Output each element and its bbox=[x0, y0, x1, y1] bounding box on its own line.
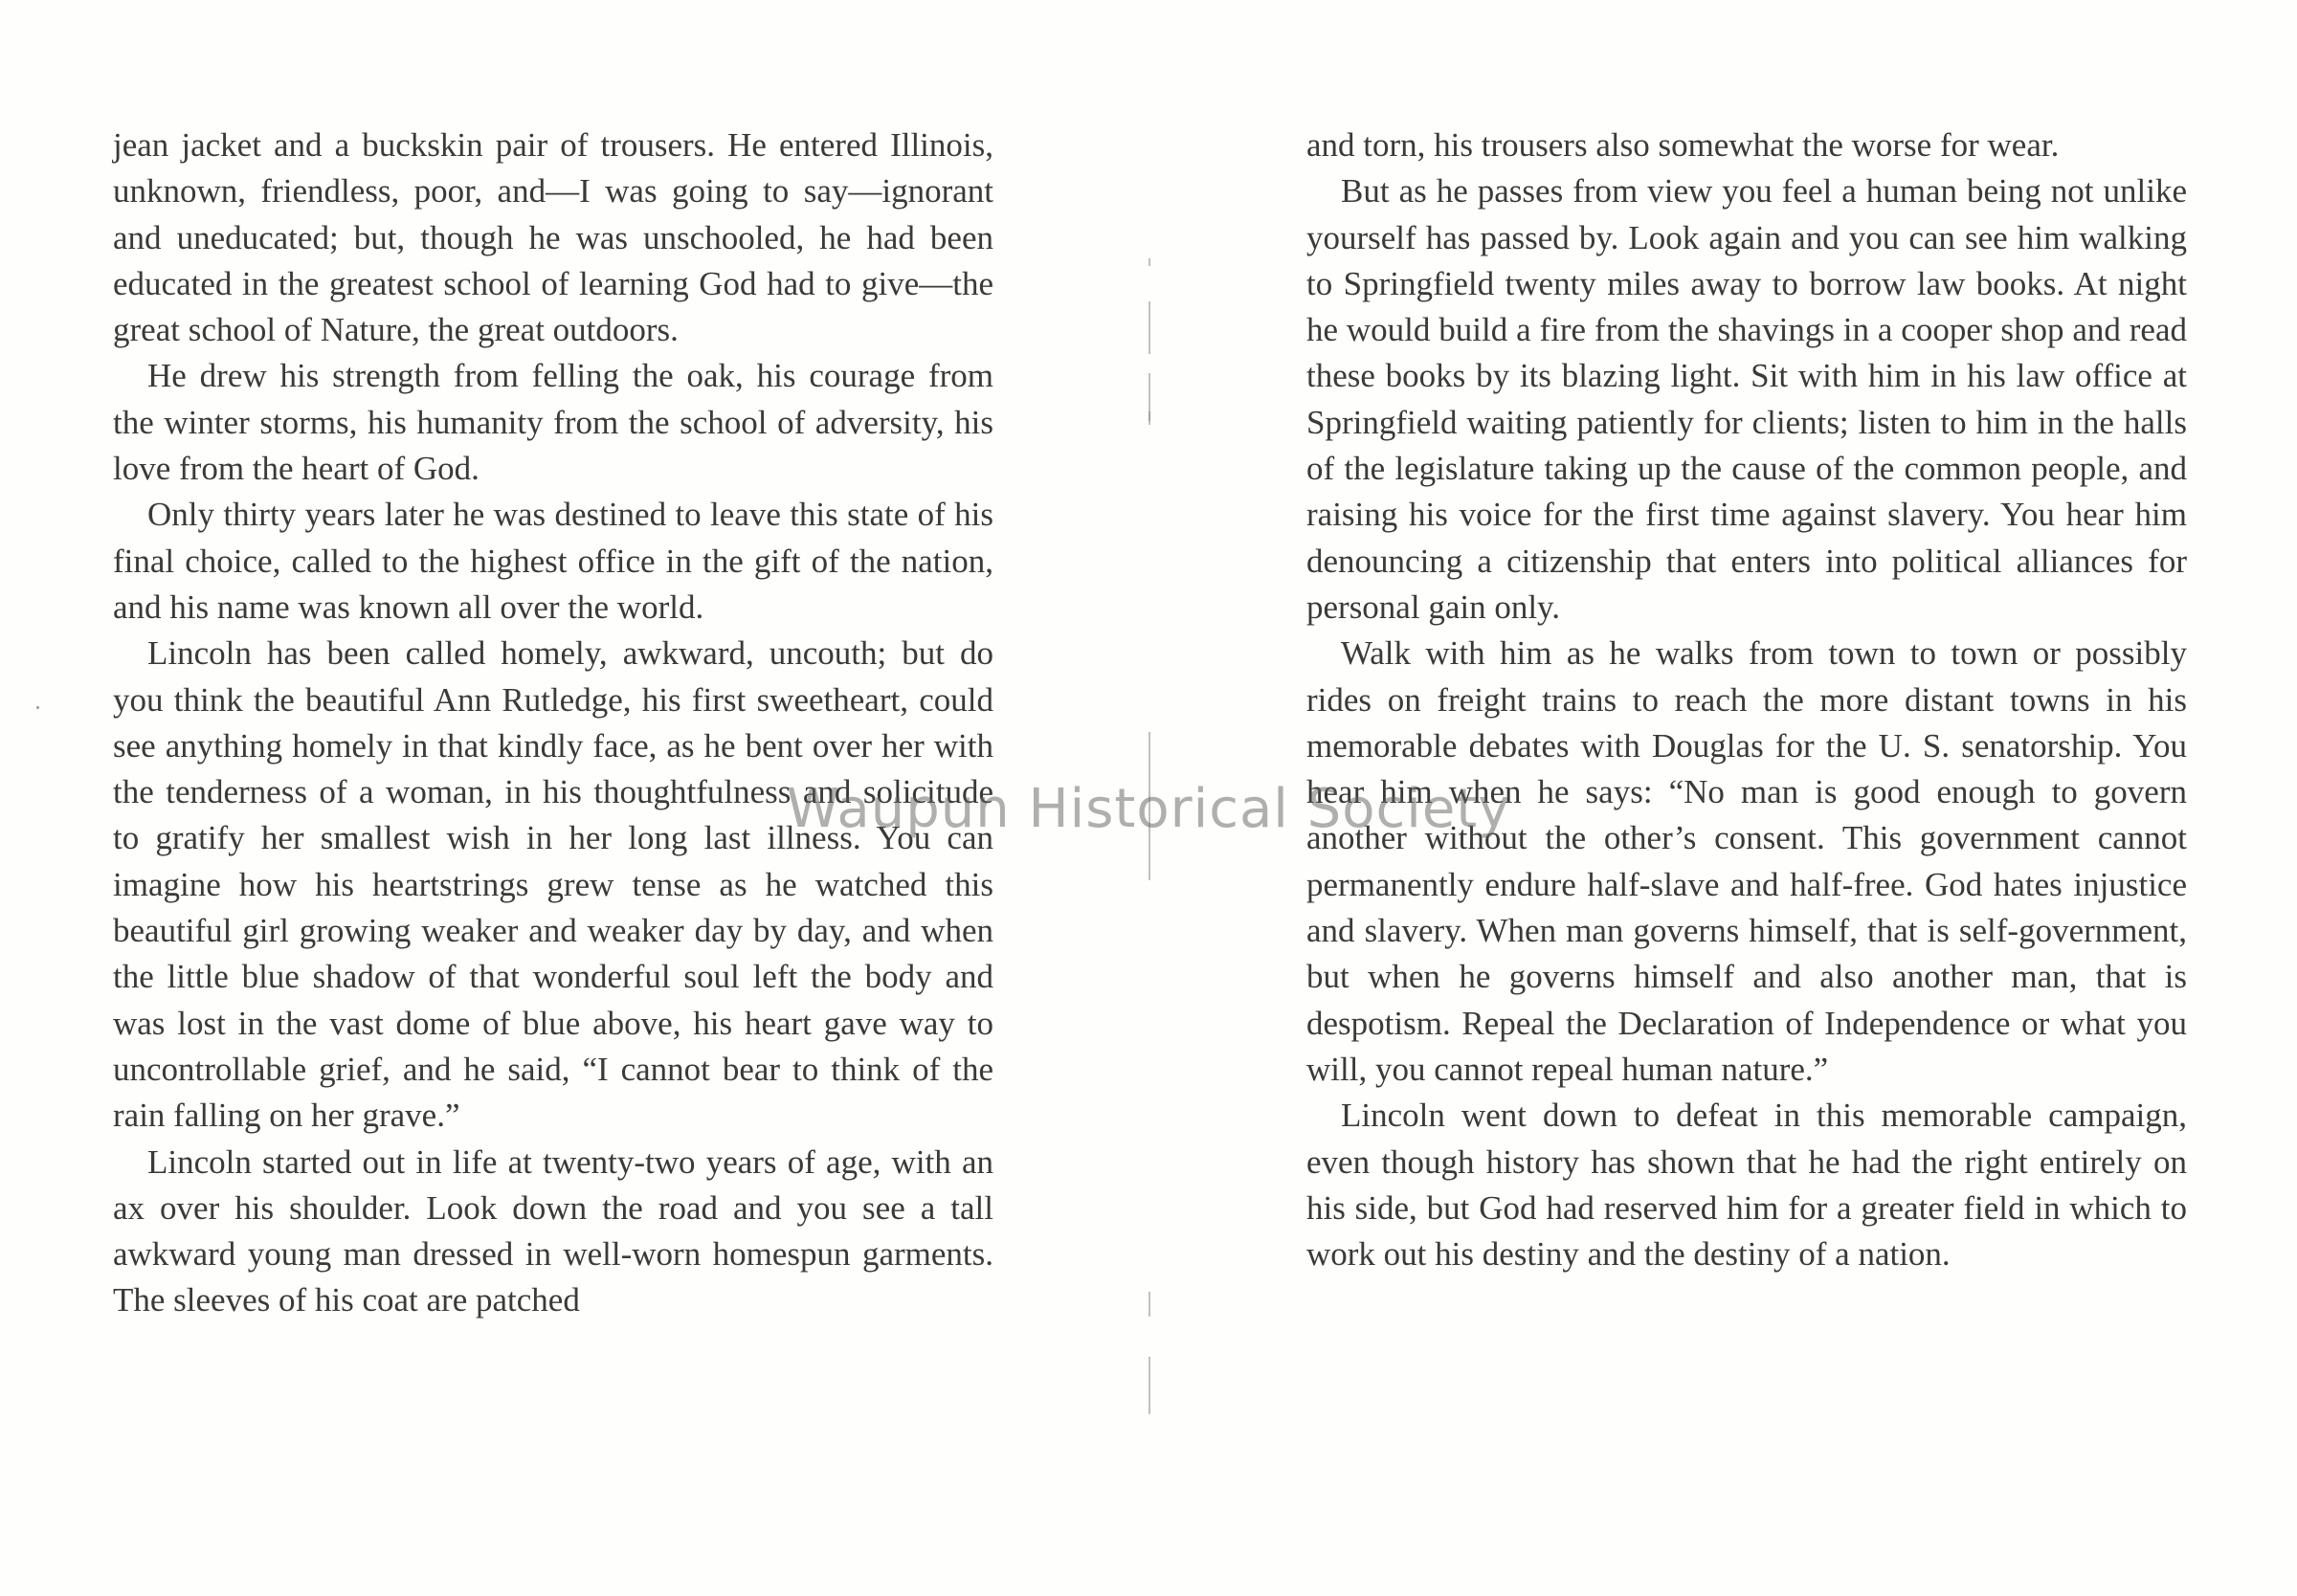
right-paragraph-1: and torn, his trousers also somewhat the worse for wear. bbox=[1306, 126, 2060, 164]
right-paragraph-2: But as he passes from view you feel a human being not unlike yourself has passed by. Look again and you can see him walking to Springfield twenty miles away to borrow law books. At night he would build a fire from the shavings in a cooper shop and read these books by its blazing light. Sit with him in his law office at Springfield waiting patiently for clients; listen to him in the halls of the legislature taking up the cause of the common people, and raising his voice for the first time against slavery. You hear him denouncing a citizenship that enters into political alliances for personal gain only. bbox=[1306, 172, 2187, 626]
left-paragraph-2: He drew his strength from felling the oak, his courage from the winter storms, his humanity from the school of adversity, his love from the heart of God. bbox=[113, 357, 993, 488]
paper-speck bbox=[36, 706, 39, 709]
right-page bbox=[1306, 122, 2187, 1277]
right-paragraph-3: Walk with him as he walks from town to town or possibly rides on freight trains to reach the more distant towns in his memorable debates with Douglas for the U. S. senatorship. You hear him when he says: “No man is good enough to govern another without the other’s consent. This government cannot permanently endure half-slave and half-free. God hates injustice and slavery. When man governs himself, that is self-government, but when he governs himself and also another man, that is despotism. Repeal the Declaration of Independence or what you will, you cannot repeal human nature.” bbox=[1306, 634, 2187, 1088]
left-paragraph-1: jean jacket and a buckskin pair of trousers. He entered Illinois, unknown, friendless, poor, and—I was going to say—ignorant and uneducated; but, though he was unschooled, he had been educated in the greatest school of learning God had to give—the great school of Nature, the great outdoors. bbox=[113, 126, 993, 349]
left-paragraph-4: Lincoln has been called homely, awkward, uncouth; but do you think the beautiful Ann Rutledge, his first sweetheart, could see anything homely in that kindly face, as he bent over her with the tenderness of a woman, in his thoughtfulness and solicitude to gratify her smallest wish in her long last illness. You can imagine how his heartstrings grew tense as he watched this beautiful girl growing weaker and weaker day by day, and when the little blue shadow of that wonderful soul left the body and was lost in the vast dome of blue above, his heart gave way to uncontrollable grief, and he said, “I cannot bear to think of the rain falling on her grave.” bbox=[113, 634, 993, 1135]
left-paragraph-3: Only thirty years later he was destined to leave this state of his final choice, called to the highest office in the gift of the nation, and his name was known all over the world. bbox=[113, 496, 993, 626]
left-paragraph-5: Lincoln started out in life at twenty-two years of age, with an ax over his shoulder. Look down the road and you see a tall awkward young man dressed in well-worn homespun garments. The sleeves of his coat are patched bbox=[113, 1142, 993, 1319]
left-page bbox=[113, 122, 993, 1324]
watermark: Waupun Historical Society bbox=[786, 778, 1511, 840]
gutter-fold bbox=[1145, 258, 1156, 1445]
right-paragraph-4: Lincoln went down to defeat in this memorable campaign, even though history has shown that he had the right entirely on his side, but God had reserved him for a greater field in which to work out his destiny and the destiny of a nation. bbox=[1306, 1097, 2187, 1274]
